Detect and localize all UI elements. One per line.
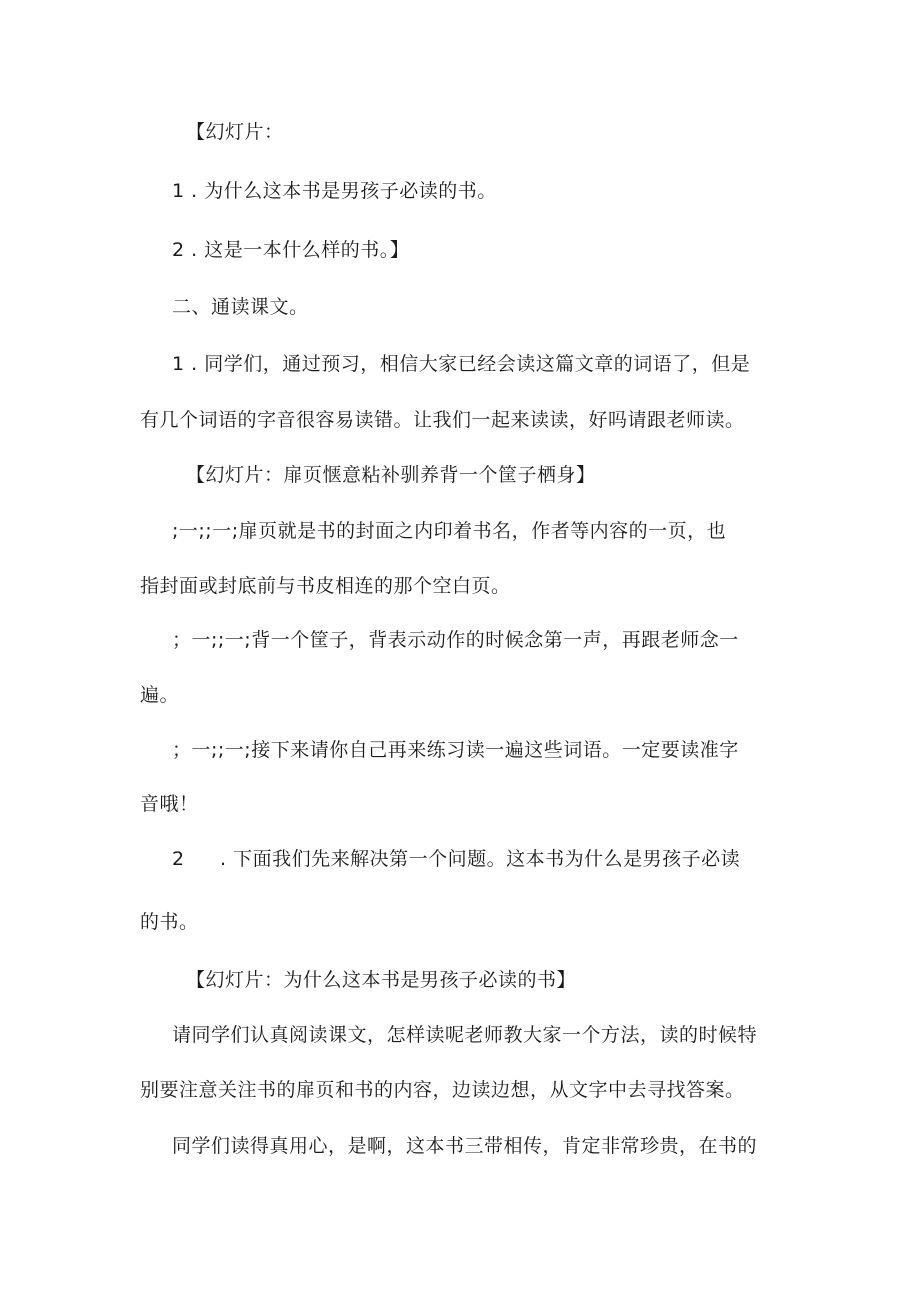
slide-question-1: 1 . 为什么这本书是男孩子必读的书。 (172, 180, 497, 202)
section-heading: 二、通读课文。 (172, 296, 309, 318)
paragraph-line: 音哦！ (140, 793, 199, 815)
slide-question-repeat: 【幻灯片：为什么这本书是男孩子必读的书】 (186, 969, 577, 991)
slide-question-2: 2 . 这是一本什么样的书。】 (172, 239, 410, 261)
paragraph-line: 指封面或封底前与书皮相连的那个空白页。 (140, 575, 511, 597)
paragraph-line: ；一;;一;接下来请你自己再来练习读一遍这些词语。一定要读准字 (172, 739, 739, 761)
paragraph-line: 有几个词语的字音很容易读错。让我们一起来读读，好吗请跟老师读。 (140, 409, 745, 431)
item-text: . 下面我们先来解决第一个问题。这本书为什么是男孩子必读 (220, 848, 741, 870)
paragraph-line: 的书。 (140, 911, 199, 933)
paragraph-line (172, 846, 740, 872)
paragraph-line: ;一;;一;扉页就是书的封面之内印着书名，作者等内容的一页，也 (172, 520, 727, 542)
paragraph-line: 1 . 同学们，通过预习，相信大家已经会读这篇文章的词语了，但是 (172, 353, 751, 375)
slide-vocabulary: 【幻灯片：扉页惬意粘补驯养背一个筐子栖身】 (186, 464, 596, 486)
paragraph-line: 遍。 (140, 684, 180, 706)
paragraph-line: 别要注意关注书的扉页和书的内容，边读边想，从文字中去寻找答案。 (140, 1079, 745, 1101)
item-number: 2 (172, 848, 185, 870)
slide-heading-1: 【幻灯片： (186, 121, 284, 143)
paragraph-line: 同学们读得真用心，是啊，这本书三带相传，肯定非常珍贵，在书的 (172, 1135, 758, 1157)
paragraph-line: ；一;;一;背一个筐子，背表示动作的时候念第一声，再跟老师念一 (172, 629, 739, 651)
paragraph-line: 请同学们认真阅读课文，怎样读呢老师教大家一个方法，读的时候特 (172, 1024, 758, 1046)
